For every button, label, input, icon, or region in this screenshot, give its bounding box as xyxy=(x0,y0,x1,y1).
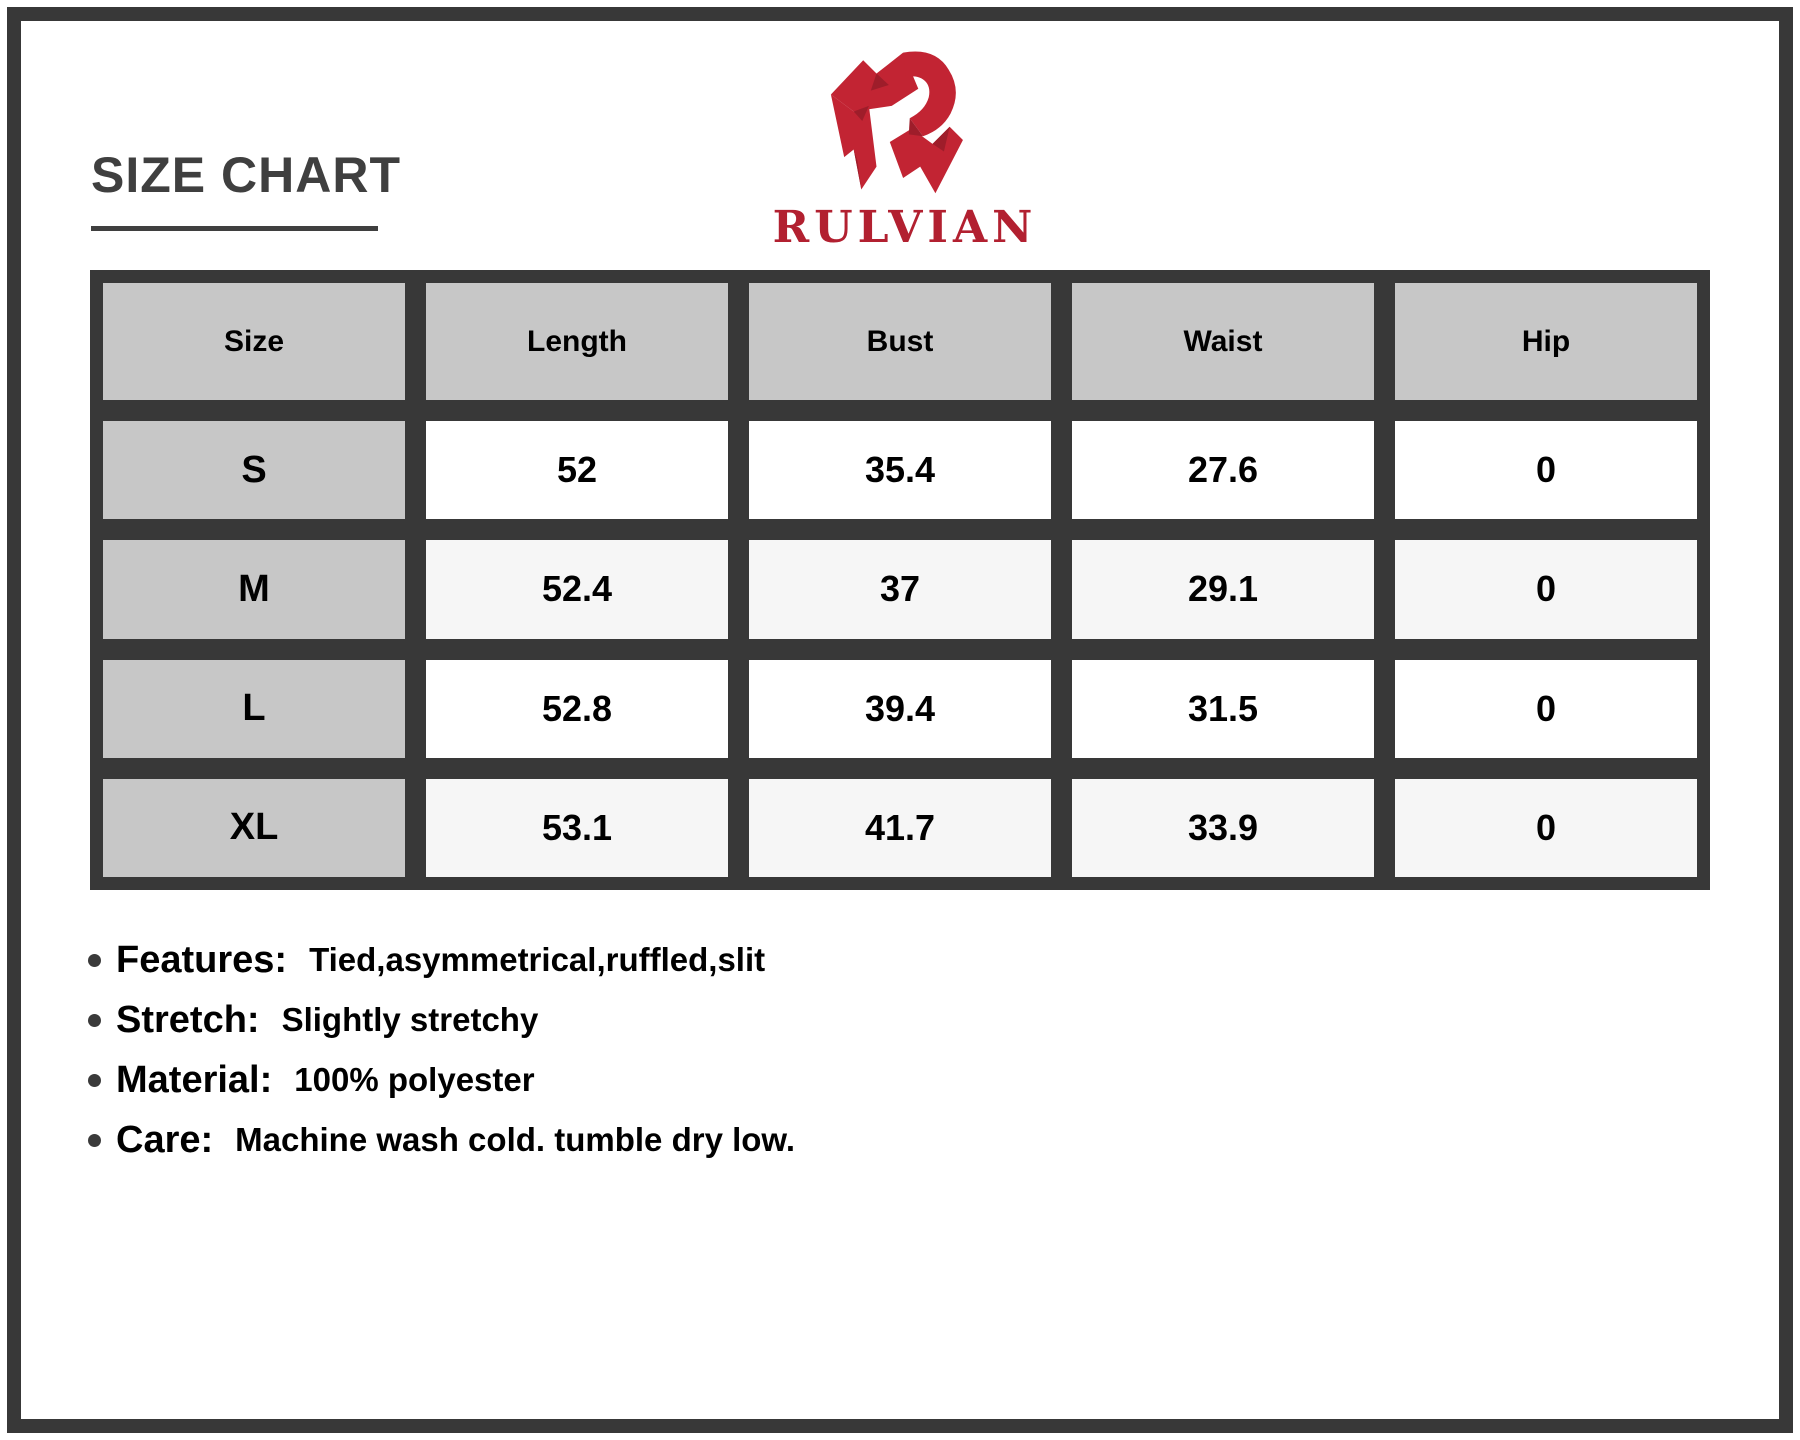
detail-value: Tied,asymmetrical,ruffled,slit xyxy=(309,941,766,978)
row-xl-size: XL xyxy=(103,779,405,877)
detail-value: Machine wash cold. tumble dry low. xyxy=(235,1121,796,1158)
row-xl-hip: 0 xyxy=(1395,779,1697,877)
row-xl-length: 53.1 xyxy=(426,779,728,877)
bullet-icon xyxy=(88,1074,101,1087)
row-xl-bust: 41.7 xyxy=(749,779,1051,877)
row-l-size: L xyxy=(103,660,405,758)
bullet-icon xyxy=(88,1014,101,1027)
row-s-hip: 0 xyxy=(1395,421,1697,519)
column-header-length: Length xyxy=(426,283,728,400)
row-m-hip: 0 xyxy=(1395,540,1697,638)
brand-wordmark: RULVIAN xyxy=(772,202,1038,253)
title-underline xyxy=(91,226,378,231)
row-s-size: S xyxy=(103,421,405,519)
list-item-stretch xyxy=(88,990,795,1050)
row-s-waist: 27.6 xyxy=(1072,421,1374,519)
detail-label: Care: xyxy=(116,1118,214,1161)
bullet-icon xyxy=(88,1134,101,1147)
column-header-hip: Hip xyxy=(1395,283,1697,400)
row-l-waist: 31.5 xyxy=(1072,660,1374,758)
column-header-size: Size xyxy=(103,283,405,400)
row-l-bust: 39.4 xyxy=(749,660,1051,758)
size-table xyxy=(90,270,1710,890)
row-l-hip: 0 xyxy=(1395,660,1697,758)
row-xl-waist: 33.9 xyxy=(1072,779,1374,877)
detail-label: Stretch: xyxy=(116,998,260,1041)
row-m-waist: 29.1 xyxy=(1072,540,1374,638)
detail-label: Material: xyxy=(116,1058,273,1101)
column-header-waist: Waist xyxy=(1072,283,1374,400)
bullet-icon xyxy=(88,954,101,967)
row-s-bust: 35.4 xyxy=(749,421,1051,519)
list-item-features xyxy=(88,930,795,990)
detail-value: 100% polyester xyxy=(294,1061,535,1098)
list-item-material xyxy=(88,1050,795,1110)
list-item-care xyxy=(88,1110,795,1170)
row-m-size: M xyxy=(103,540,405,638)
product-details-list xyxy=(88,930,795,1170)
detail-value: Slightly stretchy xyxy=(281,1001,539,1038)
column-header-bust: Bust xyxy=(749,283,1051,400)
brand-logo xyxy=(700,48,1110,253)
row-l-length: 52.8 xyxy=(426,660,728,758)
row-m-bust: 37 xyxy=(749,540,1051,638)
rulvian-r-icon xyxy=(829,48,981,196)
row-s-length: 52 xyxy=(426,421,728,519)
detail-label: Features: xyxy=(116,938,288,981)
page-title: SIZE CHART xyxy=(91,147,401,203)
row-m-length: 52.4 xyxy=(426,540,728,638)
